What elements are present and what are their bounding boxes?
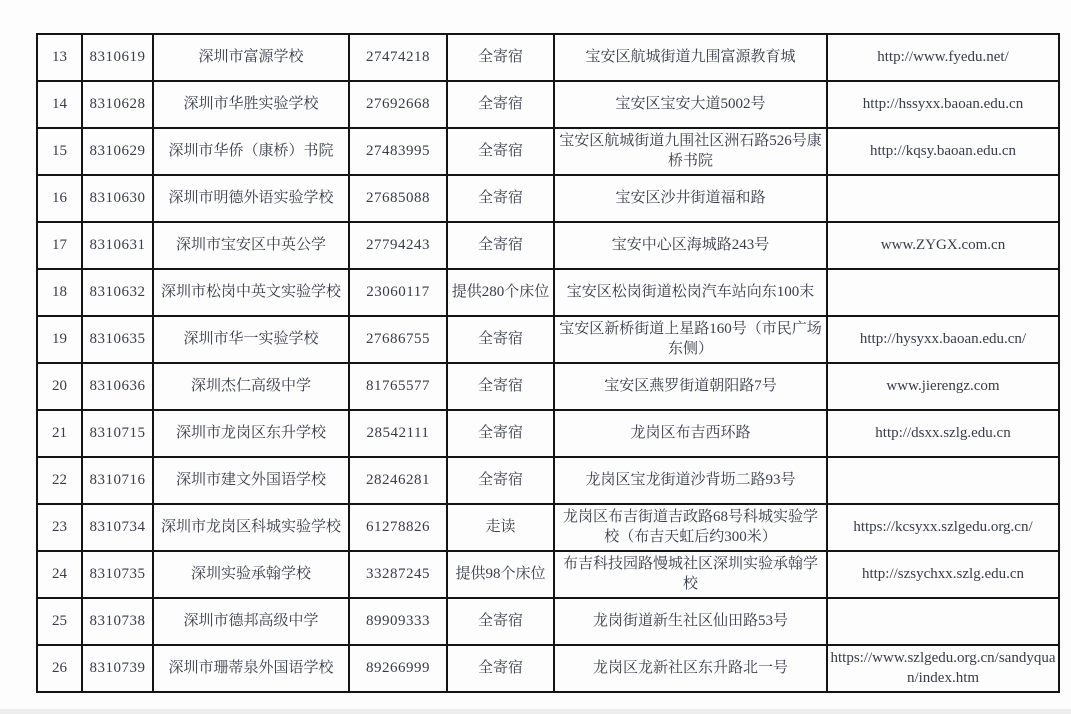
cell-address: 宝安中心区海城路243号 [554, 222, 827, 269]
cell-address: 布吉科技园路慢城社区深圳实验承翰学校 [554, 551, 827, 598]
cell-phone: 23060117 [349, 269, 447, 316]
table-row [37, 316, 1059, 363]
cell-address: 宝安区航城街道九围社区洲石路526号康桥书院 [554, 128, 827, 175]
cell-address: 宝安区燕罗街道朝阳路7号 [554, 363, 827, 410]
cell-name: 深圳市龙岗区东升学校 [153, 410, 349, 457]
cell-website: www.jierengz.com [827, 363, 1059, 410]
cell-phone: 27692668 [349, 81, 447, 128]
cell-address: 宝安区新桥街道上星路160号（市民广场东侧） [554, 316, 827, 363]
cell-code: 8310631 [82, 222, 153, 269]
cell-website: http://hssyxx.baoan.edu.cn [827, 81, 1059, 128]
cell-address: 宝安区宝安大道5002号 [554, 81, 827, 128]
cell-boarding: 全寄宿 [447, 34, 554, 81]
page-bottom-edge [0, 709, 1071, 714]
cell-phone: 27474218 [349, 34, 447, 81]
cell-website: https://www.szlgedu.org.cn/sandyquan/index.htm [827, 645, 1059, 692]
cell-phone: 89266999 [349, 645, 447, 692]
table-row [37, 598, 1059, 645]
cell-boarding: 提供98个床位 [447, 551, 554, 598]
cell-code: 8310636 [82, 363, 153, 410]
cell-code: 8310619 [82, 34, 153, 81]
cell-address: 宝安区沙井街道福和路 [554, 175, 827, 222]
cell-name: 深圳市德邦高级中学 [153, 598, 349, 645]
cell-boarding: 走读 [447, 504, 554, 551]
table-row [37, 645, 1059, 692]
cell-boarding: 全寄宿 [447, 128, 554, 175]
cell-name: 深圳市明德外语实验学校 [153, 175, 349, 222]
table-row [37, 269, 1059, 316]
cell-boarding: 提供280个床位 [447, 269, 554, 316]
cell-no: 22 [37, 457, 82, 504]
cell-no: 13 [37, 34, 82, 81]
cell-no: 14 [37, 81, 82, 128]
cell-address: 龙岗区宝龙街道沙背坜二路93号 [554, 457, 827, 504]
cell-website [827, 269, 1059, 316]
cell-website: http://www.fyedu.net/ [827, 34, 1059, 81]
cell-address: 龙岗街道新生社区仙田路53号 [554, 598, 827, 645]
cell-code: 8310716 [82, 457, 153, 504]
cell-no: 21 [37, 410, 82, 457]
cell-name: 深圳市华胜实验学校 [153, 81, 349, 128]
school-list-table [36, 33, 1060, 693]
cell-no: 17 [37, 222, 82, 269]
table-row [37, 551, 1059, 598]
cell-website: http://kqsy.baoan.edu.cn [827, 128, 1059, 175]
cell-phone: 27794243 [349, 222, 447, 269]
cell-no: 16 [37, 175, 82, 222]
cell-address: 宝安区航城街道九围富源教育城 [554, 34, 827, 81]
cell-code: 8310715 [82, 410, 153, 457]
cell-no: 26 [37, 645, 82, 692]
cell-name: 深圳市华侨（康桥）书院 [153, 128, 349, 175]
cell-boarding: 全寄宿 [447, 81, 554, 128]
cell-boarding: 全寄宿 [447, 410, 554, 457]
cell-name: 深圳市松岗中英文实验学校 [153, 269, 349, 316]
cell-phone: 33287245 [349, 551, 447, 598]
cell-code: 8310635 [82, 316, 153, 363]
cell-code: 8310739 [82, 645, 153, 692]
cell-website [827, 598, 1059, 645]
cell-website: http://szsychxx.szlg.edu.cn [827, 551, 1059, 598]
cell-website [827, 457, 1059, 504]
table-row [37, 34, 1059, 81]
cell-no: 20 [37, 363, 82, 410]
table-row [37, 363, 1059, 410]
cell-phone: 28246281 [349, 457, 447, 504]
cell-name: 深圳市宝安区中英公学 [153, 222, 349, 269]
cell-boarding: 全寄宿 [447, 222, 554, 269]
cell-address: 龙岗区龙新社区东升路北一号 [554, 645, 827, 692]
cell-address: 龙岗区布吉西环路 [554, 410, 827, 457]
cell-website [827, 175, 1059, 222]
cell-boarding: 全寄宿 [447, 363, 554, 410]
cell-code: 8310630 [82, 175, 153, 222]
cell-code: 8310735 [82, 551, 153, 598]
cell-phone: 27483995 [349, 128, 447, 175]
table-row [37, 81, 1059, 128]
cell-code: 8310629 [82, 128, 153, 175]
table-row [37, 128, 1059, 175]
cell-name: 深圳市华一实验学校 [153, 316, 349, 363]
cell-boarding: 全寄宿 [447, 457, 554, 504]
cell-name: 深圳市建文外国语学校 [153, 457, 349, 504]
cell-name: 深圳市龙岗区科城实验学校 [153, 504, 349, 551]
school-table-body [37, 34, 1059, 692]
cell-no: 24 [37, 551, 82, 598]
cell-website: https://kcsyxx.szlgedu.org.cn/ [827, 504, 1059, 551]
cell-phone: 81765577 [349, 363, 447, 410]
cell-name: 深圳杰仁高级中学 [153, 363, 349, 410]
table-row [37, 175, 1059, 222]
table-row [37, 222, 1059, 269]
cell-boarding: 全寄宿 [447, 175, 554, 222]
cell-no: 18 [37, 269, 82, 316]
cell-boarding: 全寄宿 [447, 316, 554, 363]
table-row [37, 457, 1059, 504]
table-row [37, 504, 1059, 551]
cell-phone: 89909333 [349, 598, 447, 645]
cell-name: 深圳市珊蒂泉外国语学校 [153, 645, 349, 692]
cell-phone: 27685088 [349, 175, 447, 222]
cell-no: 23 [37, 504, 82, 551]
cell-phone: 27686755 [349, 316, 447, 363]
cell-phone: 61278826 [349, 504, 447, 551]
cell-code: 8310632 [82, 269, 153, 316]
cell-no: 15 [37, 128, 82, 175]
cell-code: 8310734 [82, 504, 153, 551]
cell-website: http://dsxx.szlg.edu.cn [827, 410, 1059, 457]
cell-name: 深圳市富源学校 [153, 34, 349, 81]
table-row [37, 410, 1059, 457]
cell-website: http://hysyxx.baoan.edu.cn/ [827, 316, 1059, 363]
cell-phone: 28542111 [349, 410, 447, 457]
cell-boarding: 全寄宿 [447, 645, 554, 692]
cell-address: 宝安区松岗街道松岗汽车站向东100末 [554, 269, 827, 316]
cell-no: 25 [37, 598, 82, 645]
cell-no: 19 [37, 316, 82, 363]
cell-code: 8310628 [82, 81, 153, 128]
cell-name: 深圳实验承翰学校 [153, 551, 349, 598]
cell-website: www.ZYGX.com.cn [827, 222, 1059, 269]
cell-code: 8310738 [82, 598, 153, 645]
cell-boarding: 全寄宿 [447, 598, 554, 645]
cell-address: 龙岗区布吉街道吉政路68号科城实验学校（布吉天虹后约300米） [554, 504, 827, 551]
